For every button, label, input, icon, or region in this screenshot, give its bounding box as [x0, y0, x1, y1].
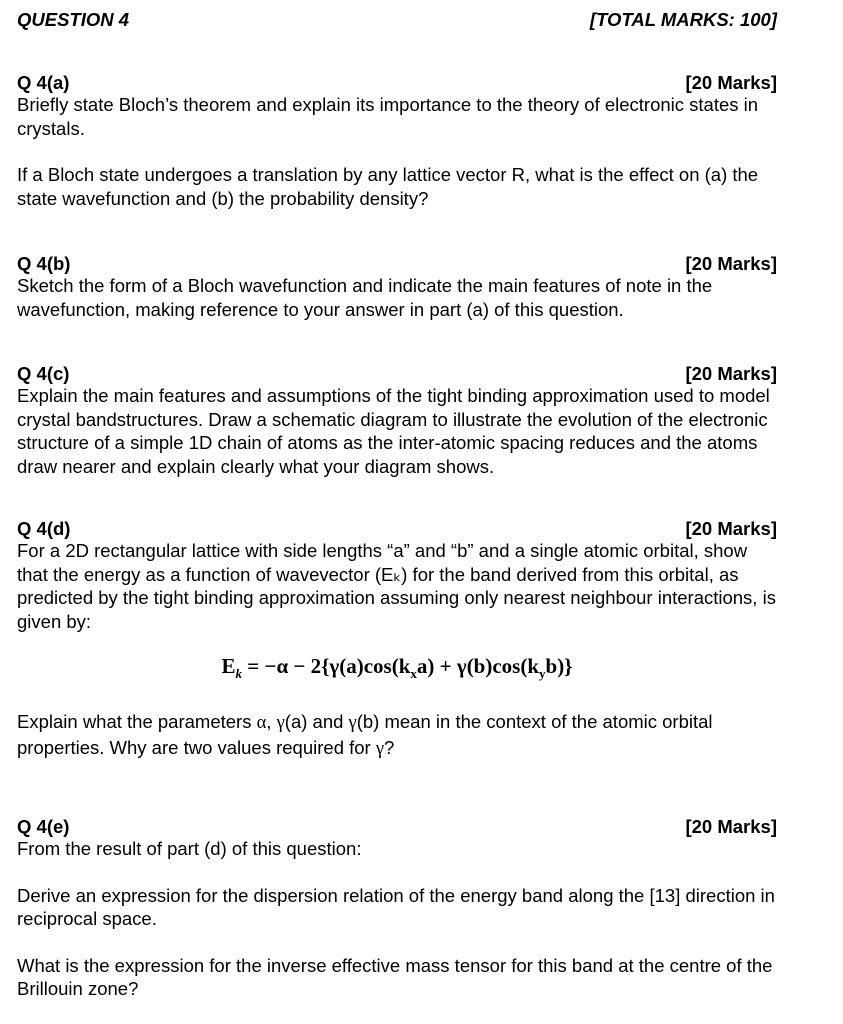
q4d-p2-d: (b) mean in the context of the atomic orbital properties. Why are two values required for: [17, 711, 713, 758]
question-title: QUESTION 4: [17, 9, 130, 30]
gamma-symbol-2: γ: [348, 713, 357, 733]
eq-mid2: a) + γ(b)cos(k: [416, 654, 540, 678]
q4d-paragraph-2: [17, 710, 777, 761]
q4a-paragraph-1: Briefly state Bloch’s theorem and explain its importance to the theory of electronic states in crystals.: [17, 94, 759, 139]
eq-end: b)}: [545, 654, 573, 678]
q4b-label: Q 4(b): [17, 253, 71, 274]
section-q4c: [17, 363, 777, 478]
section-q4a: [17, 72, 777, 210]
q4c-label: Q 4(c): [17, 363, 70, 384]
total-marks: [TOTAL MARKS: 100]: [589, 9, 777, 30]
q4e-paragraph-2: Derive an expression for the dispersion relation of the energy band along the [13] direction in reciprocal space.: [17, 884, 775, 929]
gamma-symbol-1: γ: [276, 713, 285, 733]
q4a-label: Q 4(a): [17, 72, 70, 93]
q4d-label: Q 4(d): [17, 518, 71, 539]
q4a-marks: [20 Marks]: [685, 72, 777, 93]
q4d-p2-a: Explain what the parameters: [17, 711, 257, 732]
q4e-label: Q 4(e): [17, 816, 70, 837]
q4e-paragraph-3: What is the expression for the inverse effective mass tensor for this band at the centre of the Brillouin zone?: [17, 954, 773, 999]
q4c-marks: [20 Marks]: [685, 363, 777, 384]
eq-lhs-sub: k: [235, 666, 243, 682]
q4d-marks: [20 Marks]: [685, 518, 777, 539]
eq-sub-y: y: [539, 666, 546, 682]
q4d-p2-b: ,: [266, 711, 277, 732]
section-q4b: [17, 253, 777, 321]
eq-sub-x: x: [410, 666, 417, 682]
gamma-symbol-3: γ: [375, 738, 385, 759]
eq-mid: = −α − 2{γ(a)cos(k: [242, 654, 411, 678]
q4d-p2-c: (a) and: [284, 711, 349, 732]
q4d-p2-e: ?: [384, 736, 395, 758]
q4b-paragraph-1: Sketch the form of a Bloch wavefunction and indicate the main features of note in the wavefunction, making reference to your answer in part (a) of this question.: [17, 275, 713, 320]
energy-equation: [17, 654, 777, 682]
section-q4d-part2: [17, 710, 777, 761]
q4d-paragraph-1: For a 2D rectangular lattice with side lengths “a” and “b” and a single atomic orbital, show that the energy as a function of wavevector (Eₖ) for the band derived from this orbital, as predicted by the tight binding approximation assuming only nearest neighbour interactions, is given by:: [17, 540, 776, 632]
question-header: [17, 9, 777, 31]
q4e-paragraph-1: From the result of part (d) of this question:: [17, 838, 362, 859]
section-q4e: [17, 816, 777, 1001]
eq-lhs: E: [221, 654, 236, 678]
q4e-marks: [20 Marks]: [685, 816, 777, 837]
q4a-paragraph-2: If a Bloch state undergoes a translation by any lattice vector R, what is the effect on (a) the state wavefunction and (b) the probability density?: [17, 164, 759, 209]
alpha-symbol: α: [256, 713, 267, 733]
q4c-paragraph-1: Explain the main features and assumptions of the tight binding approximation used to model crystal bandstructures. Draw a schematic diagram to illustrate the evolution of the electronic structure of a simple 1D chain of atoms as the inter-atomic spacing reduces and the atoms draw nearer and explain clearly what your diagram shows.: [17, 385, 770, 477]
section-q4d: [17, 518, 777, 633]
q4b-marks: [20 Marks]: [685, 253, 777, 274]
